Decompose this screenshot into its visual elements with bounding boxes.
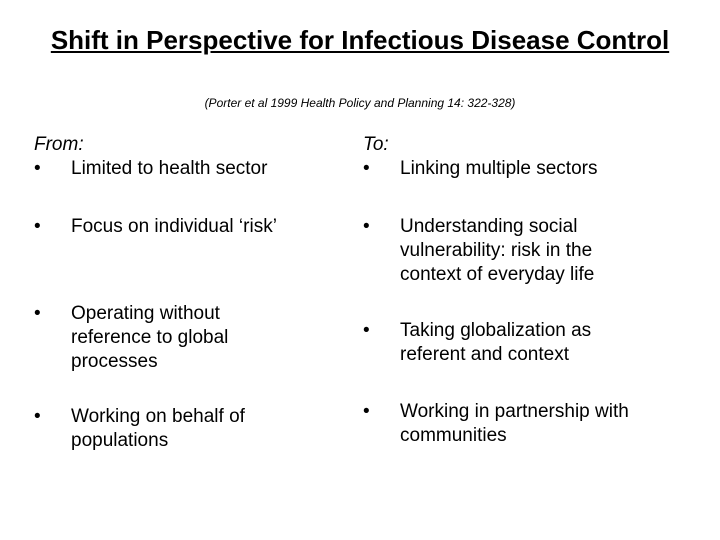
to-item-1: [363, 157, 683, 181]
citation: (Porter et al 1999 Health Policy and Planning 14: 322-328): [204, 96, 516, 110]
bullet-icon: •: [34, 216, 41, 237]
from-item-text: Limited to health sector: [71, 158, 268, 179]
from-item-4: [34, 405, 289, 453]
from-item-text: Focus on individual ‘risk’: [71, 216, 277, 237]
to-item-2: [363, 215, 643, 287]
to-heading: To:: [363, 134, 389, 155]
to-item-text: Linking multiple sectors: [400, 158, 598, 179]
slide-title: Shift in Perspective for Infectious Disease Control: [50, 25, 670, 55]
bullet-icon: •: [34, 406, 41, 427]
bullet-icon: •: [34, 303, 41, 324]
to-item-3: [363, 319, 638, 367]
from-heading: From:: [34, 134, 84, 155]
to-item-text: Working in partnership with communities: [400, 401, 629, 446]
bullet-icon: •: [363, 401, 370, 422]
to-item-text: Taking globalization as referent and context: [400, 320, 592, 365]
bullet-icon: •: [363, 216, 370, 237]
from-item-text: Operating without reference to global processes: [71, 303, 229, 372]
from-item-3: [34, 302, 279, 374]
from-item-text: Working on behalf of populations: [71, 406, 245, 451]
bullet-icon: •: [363, 158, 370, 179]
to-item-4: [363, 400, 688, 448]
bullet-icon: •: [363, 320, 370, 341]
to-item-text: Understanding social vulnerability: risk in the context of everyday life: [400, 216, 595, 285]
from-item-1: [34, 157, 334, 181]
from-item-2: [34, 215, 334, 239]
bullet-icon: •: [34, 158, 41, 179]
